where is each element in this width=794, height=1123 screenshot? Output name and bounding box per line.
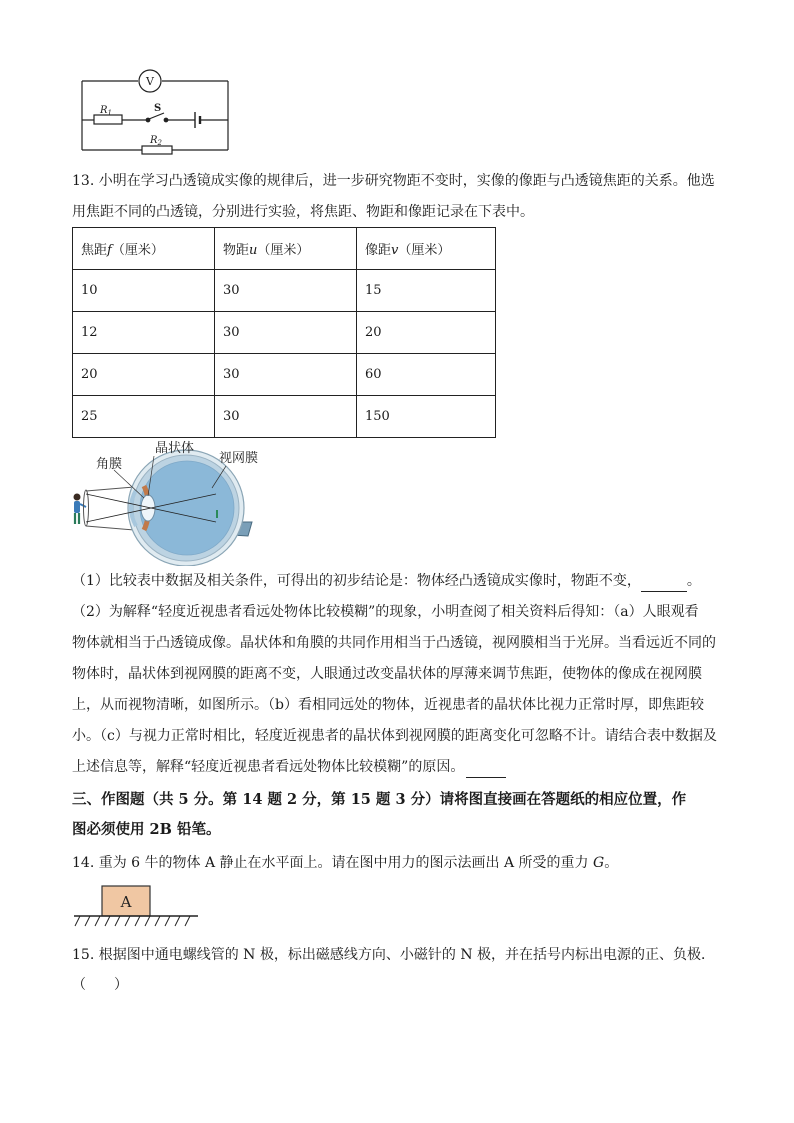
q13-part2-last: 上述信息等，解释“轻度近视患者看远处物体比较模糊”的原因。 [72, 757, 506, 778]
r2-subscript: 2 [157, 139, 162, 147]
table-cell: 20 [73, 354, 215, 396]
section3-heading-line1: 三、作图题（共 5 分。第 14 题 2 分，第 15 题 3 分）请将图直接画在答题纸的相应位置，作 [72, 791, 687, 808]
q13-part2-line: 物体时，晶状体到视网膜的距离不变，人眼通过改变晶状体的厚薄来调节焦距，使物体的像成在视网膜 [72, 666, 702, 682]
table-cell: 12 [73, 312, 215, 354]
table-cell: 60 [357, 354, 496, 396]
q13-part2-line: 小。（c）与视力正常时相比，轻度近视患者的晶状体到视网膜的距离变化可忽略不计。请结合表中数据及 [72, 728, 717, 744]
table-header-row [73, 228, 496, 270]
r1-label: R [100, 105, 108, 116]
table-cell: 30 [215, 354, 357, 396]
table-row [73, 354, 496, 396]
q13-part1: （1）比较表中数据及相关条件，可得出的初步结论是：物体经凸透镜成实像时，物距不变， 。 [72, 571, 701, 592]
q13-intro-line1: 13. 小明在学习凸透镜成实像的规律后，进一步研究物距不变时，实像的像距与凸透镜焦距的关系。他选 [72, 173, 715, 189]
q13-intro-line2: 用焦距不同的凸透镜，分别进行实验，将焦距、物距和像距记录在下表中。 [72, 204, 534, 220]
lens-shape [141, 495, 155, 521]
table-cell: 150 [357, 396, 496, 438]
q13-part2-line: （2）为解释“轻度近视患者看远处物体比较模糊”的现象，小明查阅了相关资料后得知：（a）人眼观看 [72, 604, 699, 620]
q14-text: 14. 重为 6 牛的物体 A 静止在水平面上。请在图中用力的图示法画出 A 所受的重力 G。 [72, 855, 619, 871]
q15-text: 15. 根据图中通电螺线管的 N 极，标出磁感线方向、小磁针的 N 极，并在括号内标出电源的正、负极． [72, 947, 716, 963]
header-object-distance: 物距u（厘米） [215, 228, 357, 270]
r2-label: R [150, 135, 158, 146]
svg-text:R2 [149, 135, 163, 147]
answer-blank-1[interactable] [641, 571, 687, 592]
table-row [73, 270, 496, 312]
header-focal-length: 焦距f（厘米） [73, 228, 215, 270]
table-row [73, 312, 496, 354]
q13-part2-line: 物体就相当于凸透镜成像。晶状体和角膜的共同作用相当于凸透镜，视网膜相当于光屏。当看远近不同的 [72, 635, 716, 651]
table-cell: 30 [215, 312, 357, 354]
section3-heading-line2: 图必须使用 2B 铅笔。 [72, 821, 221, 838]
q15-parentheses[interactable]: （ ） [72, 977, 128, 993]
voltmeter-label: V [146, 75, 154, 88]
q14-block-diagram [72, 884, 200, 932]
answer-blank-2[interactable] [466, 757, 506, 778]
table-cell: 30 [215, 396, 357, 438]
label-lens: 晶状体 [155, 441, 195, 456]
block-a-label: A [120, 893, 132, 911]
table-cell: 25 [73, 396, 215, 438]
svg-text:R1 [99, 105, 112, 117]
r1-subscript: 1 [107, 109, 112, 117]
ground-hatching [75, 916, 190, 926]
eye-diagram [66, 438, 276, 566]
label-cornea: 角膜 [96, 457, 123, 472]
table-row [73, 396, 496, 438]
q13-part2-line: 上，从而视物清晰，如图所示。（b）看相同远处的物体，近视患者的晶状体比视力正常时厚，即焦距较 [72, 697, 704, 713]
circuit-diagram [78, 68, 232, 160]
table-cell: 10 [73, 270, 215, 312]
header-image-distance: 像距v（厘米） [357, 228, 496, 270]
table-cell: 15 [357, 270, 496, 312]
table-cell: 30 [215, 270, 357, 312]
table-cell: 20 [357, 312, 496, 354]
switch-label: S [154, 103, 162, 114]
focal-length-table [72, 227, 496, 438]
label-retina: 视网膜 [219, 451, 259, 466]
